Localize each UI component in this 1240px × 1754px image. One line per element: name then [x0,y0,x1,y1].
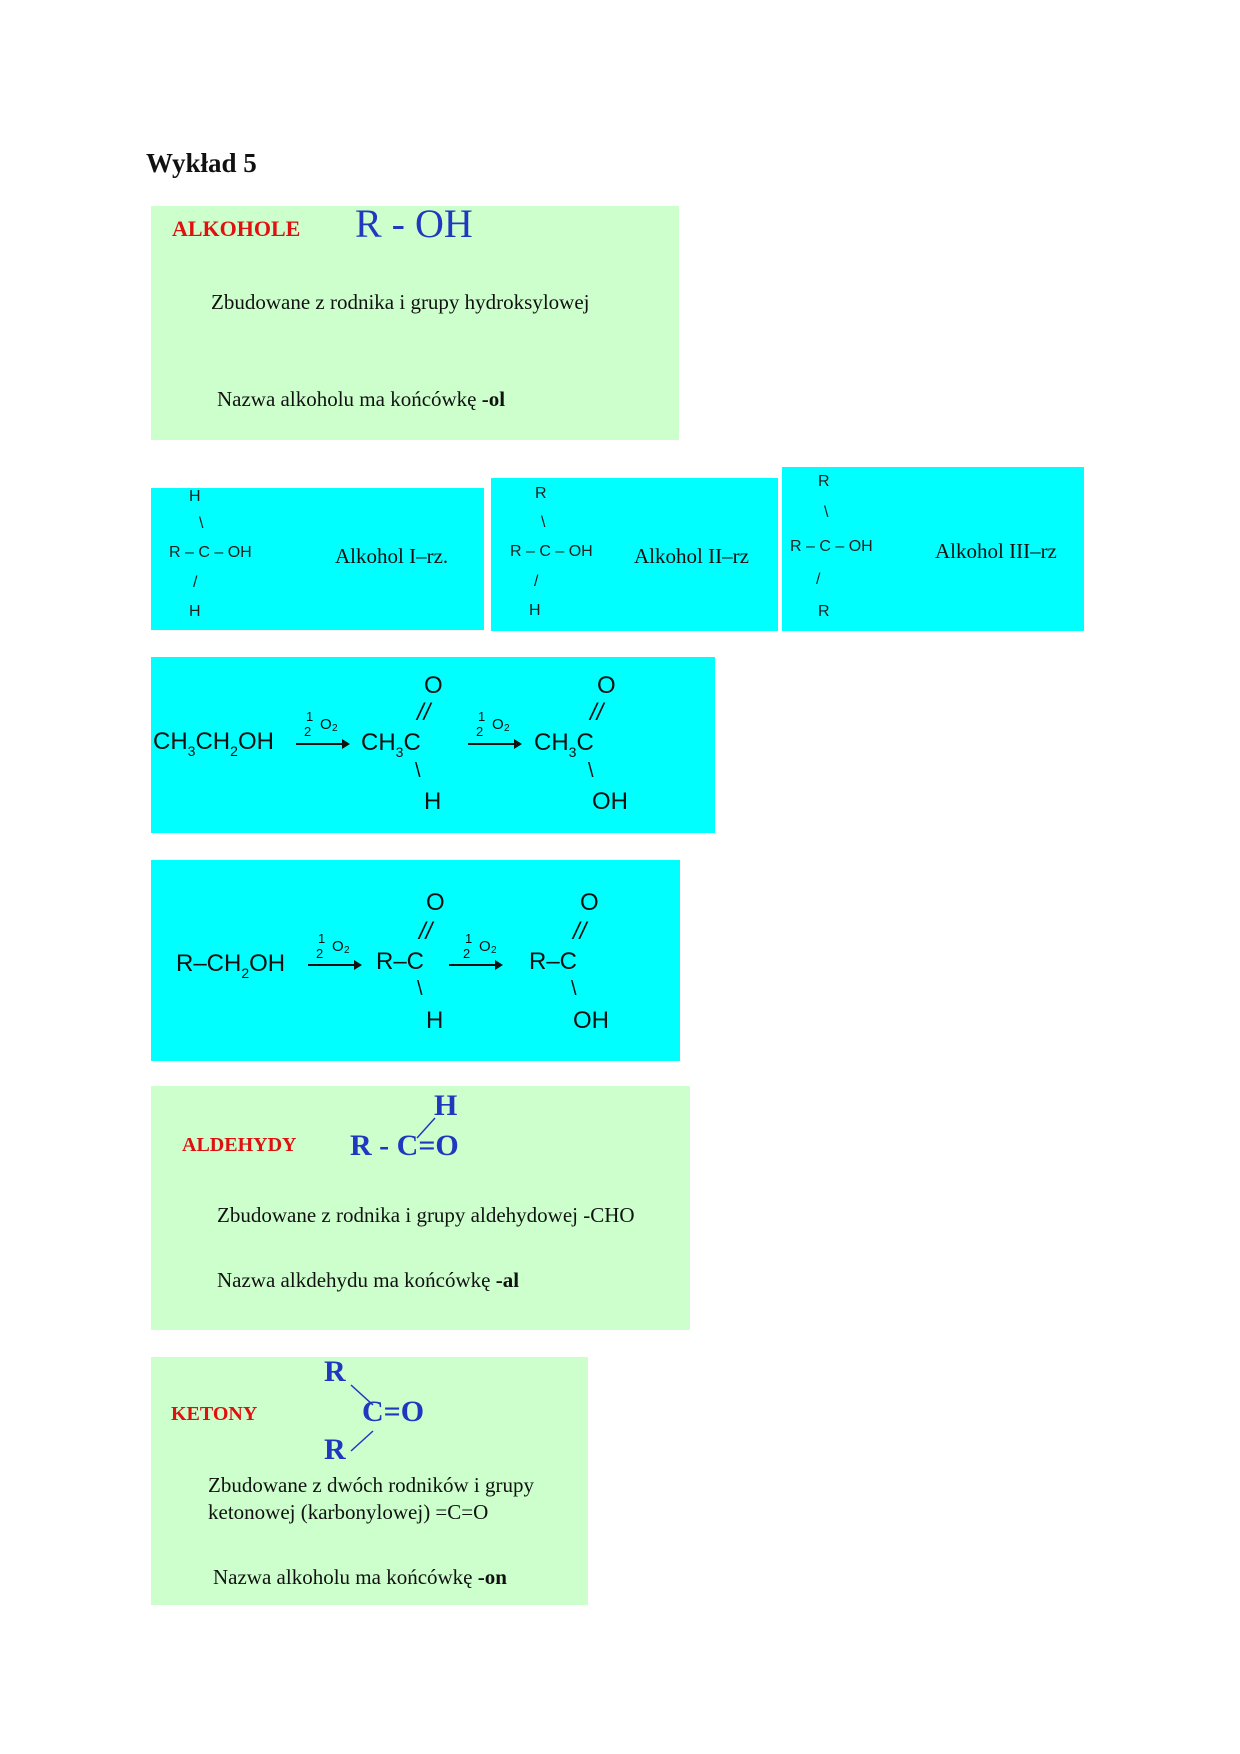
acetaldehyde-single-bond: \ [415,760,421,782]
secondary-bond-top: \ [541,514,546,531]
oxidant-1-o: O [320,716,332,733]
primary-alcohol-sub: 2 [241,965,250,981]
alcohol-type-secondary-box [491,478,778,631]
acetic-acid-double-bond: // [590,699,604,726]
alkohole-box [151,201,679,440]
acetaldehyde-bottom: H [424,788,442,815]
ketony-naming-text: Nazwa alkoholu ma końcówkę [213,1565,478,1589]
ketony-heading: KETONY [171,1403,258,1425]
ketony-formula-bottom: R [324,1433,346,1466]
oxidant-1-den: 2 [304,724,312,739]
aldehyde-formula: R–C [376,948,425,975]
tertiary-main-chain: R – C – OH [790,538,873,555]
oxidant-1-num: 1 [306,709,314,724]
alkohole-description: Zbudowane z rodnika i grupy hydroksylowej [211,290,590,314]
primary-top-atom: H [189,488,201,505]
oxidant-4-o: O [479,938,491,955]
secondary-label: Alkohol II–rz [634,544,749,568]
acetaldehyde-double-bond: // [417,699,431,726]
aldehyde-bottom: H [426,1007,444,1034]
acetic-acid-c: C [576,729,594,756]
oxidant-3-o-sub: 2 [344,945,350,956]
ketony-formula-mid: C=O [362,1395,425,1428]
oxidant-4-o-sub: 2 [491,945,497,956]
tertiary-label: Alkohol III–rz [935,539,1057,563]
primary-alcohol-rch: R–CH [176,950,242,977]
acid-double-bond: // [573,918,587,945]
primary-bond-bottom: / [193,574,198,591]
aldehyde-top: O [426,889,445,916]
acetaldehyde-formula [361,729,421,760]
alcohol-type-tertiary-box [782,467,1084,631]
acetaldehyde-ch: CH [361,729,396,756]
acid-single-bond: \ [571,978,577,1000]
aldehyde-double-bond: // [419,918,433,945]
primary-main-chain: R – C – OH [169,544,252,561]
tertiary-bond-bottom: / [816,571,821,588]
alkohole-naming [217,387,505,412]
acetic-acid-formula [534,729,594,760]
alcohol-type-primary-box [151,488,484,630]
aldehydy-box [151,1086,690,1330]
primary-alcohol-oh: OH [249,950,286,977]
primary-bond-top: \ [199,515,204,532]
acid-bottom: OH [573,1007,609,1034]
acetaldehyde-c: C [403,729,421,756]
acid-formula: R–C [529,948,578,975]
oxidant-4-den: 2 [463,946,471,961]
ethanol-formula [153,728,274,759]
ethanol-sub-3: 3 [187,743,196,759]
acetic-acid-bottom: OH [592,788,628,815]
secondary-bond-bottom: / [534,573,539,590]
acid-top: O [580,889,599,916]
aldehydy-formula: R - C=O [350,1129,459,1162]
aldehydy-naming-suffix: -al [495,1268,520,1292]
tertiary-bond-top: \ [824,504,829,521]
acetic-acid-top: O [597,672,616,699]
oxidant-2-num: 1 [478,709,486,724]
general-oxidation-box [151,860,680,1061]
primary-bottom-atom: H [189,603,201,620]
ketony-naming [213,1565,507,1590]
secondary-top-atom: R [535,485,547,502]
oxidant-2-o: O [492,716,504,733]
reaction2-arrow-1 [308,964,360,966]
oxidant-3-num: 1 [318,931,326,946]
acetaldehyde-sub: 3 [395,744,404,760]
acetic-acid-ch: CH [534,729,569,756]
oxidant-2-o-sub: 2 [504,723,510,734]
ethanol-sub-2: 2 [230,743,238,759]
secondary-bottom-atom: H [529,602,541,619]
acetic-acid-single-bond: \ [588,760,594,782]
oxidant-4-num: 1 [465,931,473,946]
tertiary-top-atom: R [818,473,830,490]
primary-alcohol-formula [176,950,286,981]
ketony-naming-suffix: -on [477,1565,507,1589]
oxidant-3-den: 2 [316,946,324,961]
alkohole-formula: R - OH [355,201,473,246]
acetaldehyde-top: O [424,672,443,699]
ethanol-oh: OH [237,728,274,755]
aldehydy-naming [217,1268,519,1293]
primary-label: Alkohol I–rz. [335,544,449,568]
aldehyde-single-bond: \ [417,978,423,1000]
oxidant-3-o: O [332,938,344,955]
tertiary-bottom-atom: R [818,603,830,620]
ketony-description-line1: Zbudowane z dwóch rodników i grupy [208,1473,535,1497]
reaction2-arrow-2 [449,964,501,966]
ketony-formula-top: R [324,1355,346,1388]
aldehydy-heading: ALDEHYDY [182,1134,297,1156]
alkohole-naming-suffix: -ol [481,387,506,411]
ethanol-ch-b: CH [195,728,231,755]
aldehydy-formula-top: H [434,1089,458,1122]
ethanol-ch-a: CH [153,728,188,755]
acetic-acid-sub: 3 [568,744,577,760]
alkohole-naming-text: Nazwa alkoholu ma końcówkę [217,387,482,411]
ethanol-oxidation-box [151,657,715,833]
aldehydy-naming-text: Nazwa alkdehydu ma końcówkę [217,1268,496,1292]
secondary-main-chain: R – C – OH [510,543,593,560]
ketony-description-line2: ketonowej (karbonylowej) =C=O [208,1500,489,1524]
reaction1-arrow-1 [296,743,348,745]
aldehydy-description: Zbudowane z rodnika i grupy aldehydowej -CHO [217,1203,635,1227]
oxidant-2-den: 2 [476,724,484,739]
ketony-box [151,1357,588,1605]
alkohole-heading: ALKOHOLE [172,216,301,241]
reaction1-arrow-2 [468,743,520,745]
page-title: Wykład 5 [146,148,257,178]
oxidant-1-o-sub: 2 [332,723,338,734]
